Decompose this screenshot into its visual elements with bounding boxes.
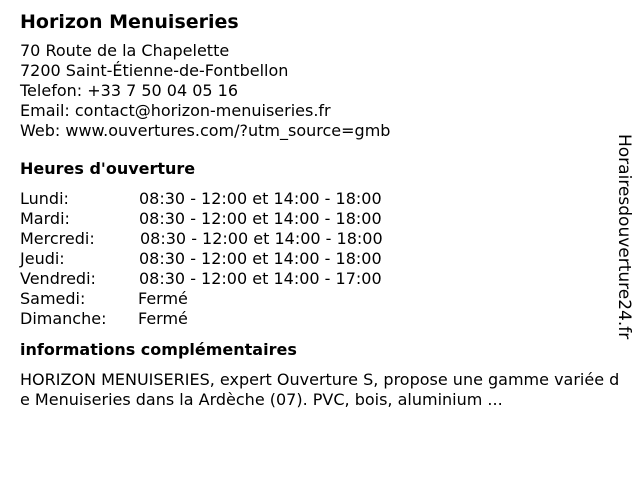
day-label: Samedi: (20, 289, 86, 308)
hours-row-tuesday (20, 209, 610, 229)
address-line-2: 7200 Saint-Étienne-de-Fontbellon (20, 61, 289, 80)
day-hours: 08:30 - 12:00 et 14:00 - 18:00 (139, 189, 382, 208)
business-card (20, 10, 620, 410)
hours-row-thursday (20, 249, 610, 269)
day-hours: Fermé (138, 309, 188, 328)
hours-row-monday (20, 189, 610, 209)
day-label: Vendredi: (20, 269, 96, 288)
day-hours: Fermé (138, 289, 188, 308)
opening-hours-table (20, 189, 610, 329)
watermark-text: Horairesdouverture24.fr (614, 134, 634, 340)
hours-row-sunday (20, 309, 610, 329)
web-line: Web: www.ouvertures.com/?utm_source=gmb (20, 121, 391, 140)
day-hours: 08:30 - 12:00 et 14:00 - 17:00 (139, 269, 382, 288)
day-label: Jeudi: (20, 249, 65, 268)
day-hours: 08:30 - 12:00 et 14:00 - 18:00 (139, 209, 382, 228)
day-label: Mardi: (20, 209, 70, 228)
additional-info-heading: informations complémentaires (20, 340, 297, 359)
day-label: Dimanche: (20, 309, 107, 328)
business-name: Horizon Menuiseries (20, 11, 239, 33)
hours-row-saturday (20, 289, 610, 309)
vertical-watermark (612, 134, 636, 346)
email-line: Email: contact@horizon-menuiseries.fr (20, 101, 331, 120)
address-line-1: 70 Route de la Chapelette (20, 41, 230, 60)
day-hours: 08:30 - 12:00 et 14:00 - 18:00 (139, 249, 382, 268)
day-label: Mercredi: (20, 229, 95, 248)
business-description: HORIZON MENUISERIES, expert Ouverture S, propose une gamme variée de Menuiseries dans la Ardèche (07). PVC, bois, aluminium ... (20, 370, 620, 409)
phone-line: Telefon: +33 7 50 04 05 16 (20, 81, 239, 100)
day-hours: 08:30 - 12:00 et 14:00 - 18:00 (140, 229, 383, 248)
hours-row-friday (20, 269, 610, 289)
opening-hours-heading: Heures d'ouverture (20, 159, 196, 178)
hours-row-wednesday (20, 229, 610, 249)
day-label: Lundi: (20, 189, 69, 208)
